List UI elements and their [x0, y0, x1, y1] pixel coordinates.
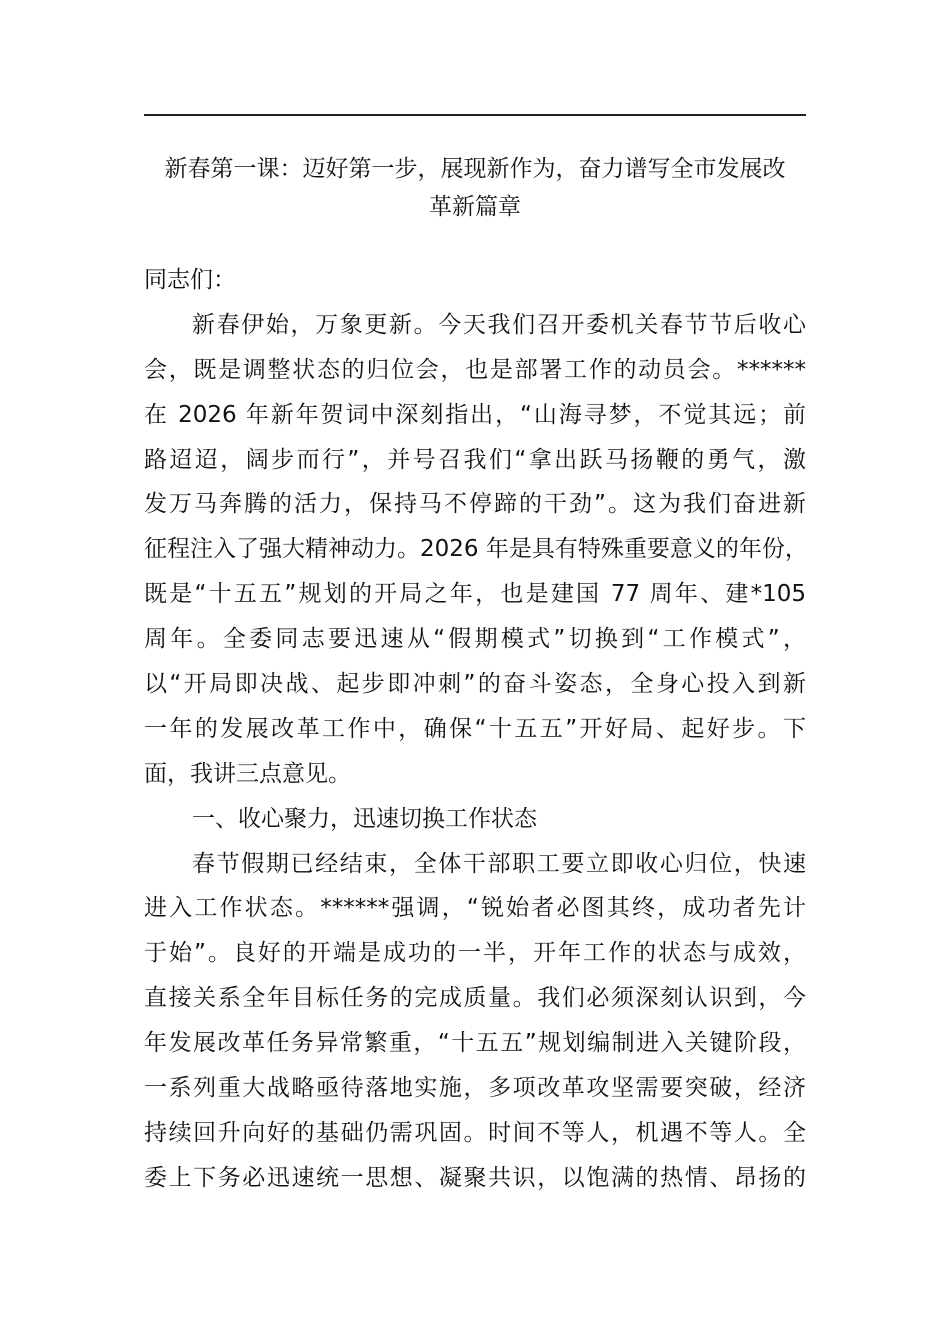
paragraph-line: 委上下务必迅速统一思想、凝聚共识，以饱满的热情、昂扬的 — [144, 1164, 806, 1191]
paragraph-line: 在 2026 年新年贺词中深刻指出，“山海寻梦，不觉其远；前 — [144, 401, 806, 428]
paragraph-line: 面，我讲三点意见。 — [144, 760, 351, 787]
paragraph-line: 周年。全委同志要迅速从“假期模式”切换到“工作模式”， — [144, 626, 806, 653]
document-body — [144, 258, 806, 1201]
title-line: 革新篇章 — [429, 194, 521, 220]
paragraph-line: 征程注入了强大精神动力。2026 年是具有特殊重要意义的年份， — [144, 536, 808, 563]
salutation: 同志们： — [144, 267, 236, 293]
paragraph-line: 春节假期已经结束，全体干部职工要立即收心归位，快速 — [192, 850, 806, 877]
title-line: 新春第一课：迈好第一步，展现新作为，奋力谱写全市发展改 — [164, 156, 786, 182]
paragraph-line: 直接关系全年目标任务的完成质量。我们必须深刻认识到，今 — [144, 985, 806, 1012]
document-title — [144, 150, 806, 226]
paragraph-line: 年发展改革任务异常繁重，“十五五”规划编制进入关键阶段， — [144, 1030, 806, 1057]
paragraph-line: 一年的发展改革工作中，确保“十五五”开好局、起好步。下 — [144, 715, 806, 742]
paragraph-line: 持续回升向好的基础仍需巩固。时间不等人，机遇不等人。全 — [144, 1119, 806, 1146]
section-heading: 一、收心聚力，迅速切换工作状态 — [192, 805, 537, 832]
paragraph-line: 新春伊始，万象更新。今天我们召开委机关春节节后收心 — [192, 311, 806, 338]
paragraph-line: 会，既是调整状态的归位会，也是部署工作的动员会。****** — [144, 356, 806, 383]
paragraph-line: 进入工作状态。******强调，“锐始者必图其终，成功者先计 — [144, 895, 806, 922]
paragraph-line: 发万马奔腾的活力，保持马不停蹄的干劲”。这为我们奋进新 — [144, 491, 806, 518]
header-rule — [144, 114, 806, 116]
paragraph-line: 既是“十五五”规划的开局之年，也是建国 77 周年、建*105 — [144, 581, 806, 608]
paragraph-line: 于始”。良好的开端是成功的一半，开年工作的状态与成效， — [144, 940, 806, 967]
paragraph-line: 路迢迢，阔步而行”，并号召我们“拿出跃马扬鞭的勇气，激 — [144, 446, 806, 473]
paragraph-line: 以“开局即决战、起步即冲刺”的奋斗姿态，全身心投入到新 — [144, 671, 806, 698]
paragraph-line: 一系列重大战略亟待落地实施，多项改革攻坚需要突破，经济 — [144, 1075, 806, 1102]
